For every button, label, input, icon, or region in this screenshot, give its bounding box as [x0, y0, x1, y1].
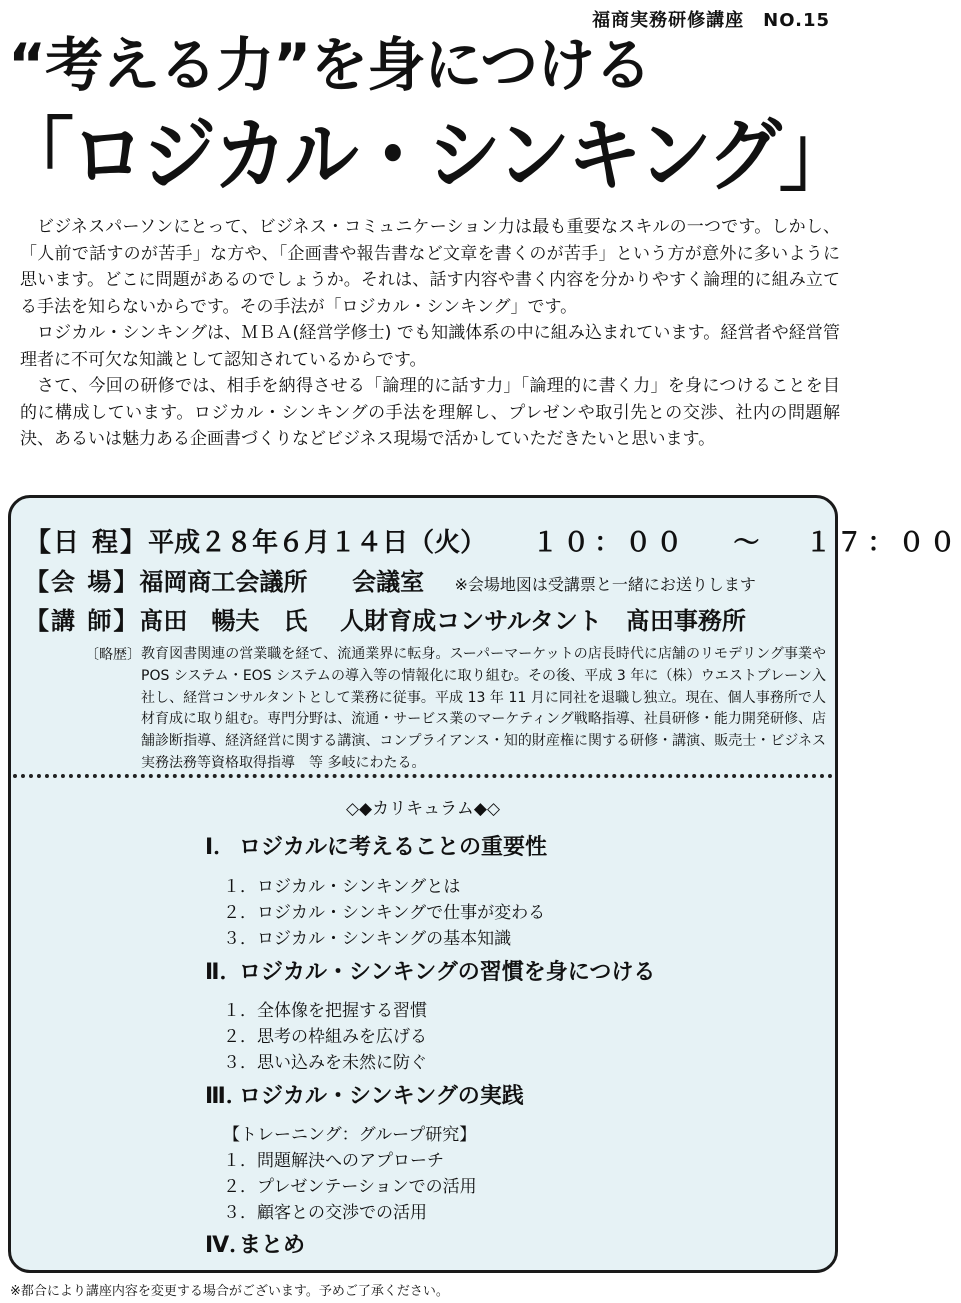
venue-row [25, 562, 756, 597]
item-text: 顧客との交渉での活用 [257, 1203, 427, 1223]
curriculum-item [223, 1146, 444, 1171]
section-title: ロジカル・シンキングの習慣を身につける [239, 960, 656, 985]
date-value: 平成２８年６月１４日（火） [148, 528, 487, 558]
curriculum-item [223, 1198, 427, 1223]
item-text: プレゼンテーションでの活用 [257, 1177, 477, 1197]
section-title: ロジカル・シンキングの実践 [239, 1084, 524, 1109]
item-number: ３． [223, 929, 257, 949]
time-end: １７：００ [805, 528, 961, 558]
time-separator: ～ [733, 528, 760, 558]
venue-room: 会議室 [352, 568, 425, 596]
curriculum-title: ◇◆カリキュラム◆◇ [345, 799, 501, 819]
section-title: まとめ [239, 1233, 306, 1258]
curriculum-item [223, 1048, 427, 1073]
curriculum-item [223, 898, 545, 923]
item-number: １． [223, 1001, 257, 1021]
curriculum-subheading: 【トレーニング：グループ研究】 [223, 1125, 477, 1145]
curriculum-section [205, 1079, 524, 1110]
intro-paragraph: ロジカル・シンキングは、ＭＢＡ(経営学修士) でも知識体系の中に組み込まれています。経営者や経営管理者に不可欠な知識として認知されているからです。 [20, 323, 840, 370]
curriculum-item [223, 872, 460, 897]
curriculum-item [223, 1172, 477, 1197]
venue-note: ※会場地図は受講票と一緒にお送りします [454, 575, 756, 594]
item-text: 問題解決へのアプローチ [257, 1151, 444, 1171]
item-number: １． [223, 877, 257, 897]
venue-label: 【会 場】 [25, 568, 140, 596]
item-text: ロジカル・シンキングとは [257, 877, 461, 897]
item-number: １． [223, 1151, 257, 1171]
section-number: Ⅳ． [205, 1233, 252, 1258]
lecturer-label: 【講 師】 [25, 607, 140, 635]
title-line-2-wrap [0, 108, 860, 204]
date-row [25, 522, 961, 559]
curriculum-section [205, 830, 547, 861]
lecturer-title: 人財育成コンサルタント 髙田事務所 [340, 607, 746, 635]
item-number: ３． [223, 1203, 257, 1223]
details-panel [8, 495, 961, 1273]
curriculum-item [223, 924, 511, 949]
section-number: Ⅱ． [205, 960, 242, 985]
item-number: ２． [223, 1177, 257, 1197]
item-text: ロジカル・シンキングで仕事が変わる [257, 903, 546, 923]
curriculum-section [205, 955, 655, 986]
series-label: 福商実務研修講座 NO.15 [592, 10, 830, 31]
time-start: １０：００ [532, 528, 688, 558]
item-number: ２． [223, 903, 257, 923]
curriculum-item [223, 996, 427, 1021]
curriculum-item [223, 1022, 427, 1047]
lecturer-row [25, 601, 746, 636]
item-number: ３． [223, 1053, 257, 1073]
item-number: ２． [223, 1027, 257, 1047]
section-number: Ⅰ． [205, 835, 236, 860]
bio-label: 〔略歴〕 [85, 647, 141, 663]
item-text: 思い込みを未然に防ぐ [257, 1053, 427, 1073]
intro-paragraph: ビジネスパーソンにとって、ビジネス・コミュニケーション力は最も重要なスキルの一つです。しかし、「人前で話すのが苦手」な方や、「企画書や報告書など文章を書くのが苦手」という方が意外に多いように思います。どこに問題があるのでしょうか。それは、話す内容や書く内容を分かりやすく論理的に組み立てる手法を知らないからです。その手法が「ロジカル・シンキング」です。 [20, 217, 840, 317]
item-text: ロジカル・シンキングの基本知識 [257, 929, 512, 949]
section-number: Ⅲ． [205, 1084, 248, 1109]
curriculum-section [205, 1228, 305, 1259]
bio-text: 教育図書関連の営業職を経て、流通業界に転身。スーパーマーケットの店長時代に店舗のリモデリング事業や POS システム・EOS システムの導入等の情報化に取り組む。その後、平成 3 年に（株）ウエストブレーン入社し、経営コンサルタントとして業務に従事。平成 13 年 11 月に同社を退職し独立。現在、個人事務所で人材育成に取り組む。専門分野は、流通・サービス業のマーケティング戦略指導、社員研修・能力開発研修、店舗診断指導、経済経営に関する講演、コンプライアンス・知的財産権に関する研修・講演、販売士・ビジネス実務法務等資格取得指導 等 多岐にわたる。 [141, 646, 826, 771]
intro-paragraph: さて、今回の研修では、相手を納得させる「論理的に話す力」「論理的に書く力」を身につけることを目的に構成しています。ロジカル・シンキングの手法を理解し、プレゼンや取引先との交渉、社内の問題解決、あるいは魅力ある企画書づくりなどビジネス現場で活かしていただきたいと思います。 [20, 376, 840, 449]
item-text: 思考の枠組みを広げる [257, 1027, 427, 1047]
date-label: 【日 程】 [25, 528, 149, 558]
title-line-1: “考える力”を身につける [8, 31, 652, 99]
venue-name: 福岡商工会議所 [139, 568, 308, 596]
item-text: 全体像を把握する習慣 [257, 1001, 427, 1021]
footer-note: ※都合により講座内容を変更する場合がございます。予めご了承ください。 [10, 1284, 449, 1299]
lecturer-name: 髙田 暢夫 氏 [139, 607, 308, 635]
dotted-divider [13, 774, 833, 778]
title-line-2: 「ロジカル・シンキング」 [0, 109, 850, 202]
section-title: ロジカルに考えることの重要性 [239, 835, 548, 860]
intro-text [20, 214, 840, 453]
